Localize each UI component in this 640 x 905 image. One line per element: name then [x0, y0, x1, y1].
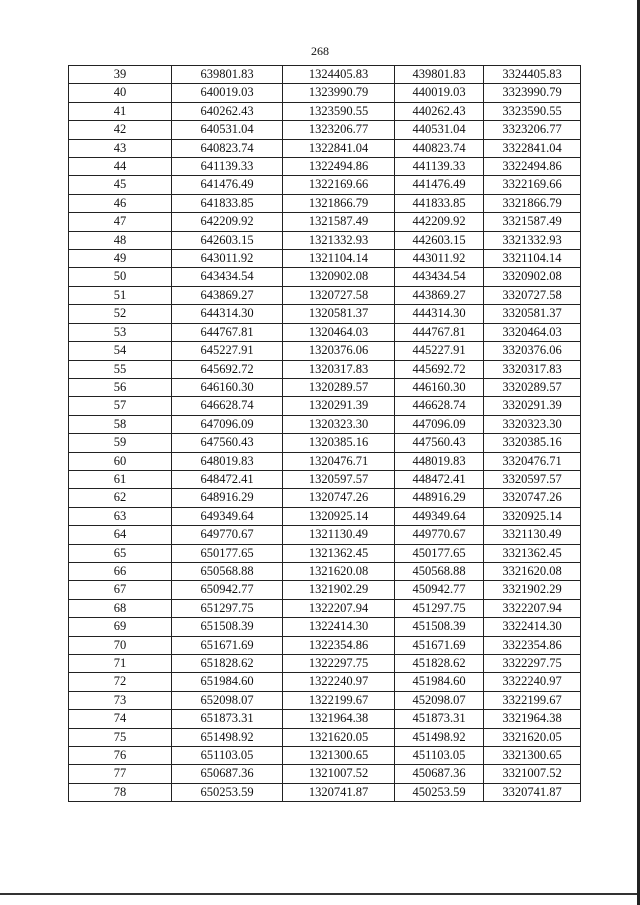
y-offset-coordinate-cell: 3320597.57: [484, 470, 581, 488]
x-coordinate-cell: 648019.83: [172, 452, 283, 470]
table-row: [69, 710, 581, 728]
x-offset-coordinate-cell: 448019.83: [395, 452, 484, 470]
y-coordinate-cell: 1323206.77: [283, 121, 395, 139]
table-row: [69, 121, 581, 139]
x-offset-coordinate-cell: 449770.67: [395, 526, 484, 544]
table-row: [69, 268, 581, 286]
x-offset-coordinate-cell: 451103.05: [395, 747, 484, 765]
y-coordinate-cell: 1320581.37: [283, 305, 395, 323]
x-coordinate-cell: 640823.74: [172, 139, 283, 157]
point-number-cell: 66: [69, 562, 172, 580]
point-number-cell: 52: [69, 305, 172, 323]
table-row: [69, 544, 581, 562]
table-row: [69, 213, 581, 231]
x-offset-coordinate-cell: 440262.43: [395, 102, 484, 120]
x-offset-coordinate-cell: 449349.64: [395, 507, 484, 525]
table-row: [69, 765, 581, 783]
x-coordinate-cell: 651828.62: [172, 655, 283, 673]
y-offset-coordinate-cell: 3324405.83: [484, 66, 581, 84]
x-coordinate-cell: 646628.74: [172, 397, 283, 415]
x-offset-coordinate-cell: 443011.92: [395, 250, 484, 268]
point-number-cell: 53: [69, 323, 172, 341]
table-row: [69, 194, 581, 212]
y-coordinate-cell: 1321587.49: [283, 213, 395, 231]
x-offset-coordinate-cell: 451671.69: [395, 636, 484, 654]
y-coordinate-cell: 1322414.30: [283, 618, 395, 636]
y-offset-coordinate-cell: 3322297.75: [484, 655, 581, 673]
x-coordinate-cell: 650253.59: [172, 783, 283, 801]
table-row: [69, 507, 581, 525]
table-row: [69, 581, 581, 599]
y-coordinate-cell: 1322199.67: [283, 691, 395, 709]
y-coordinate-cell: 1322354.86: [283, 636, 395, 654]
y-coordinate-cell: 1320291.39: [283, 397, 395, 415]
x-coordinate-cell: 647560.43: [172, 434, 283, 452]
x-coordinate-cell: 643869.27: [172, 286, 283, 304]
point-number-cell: 65: [69, 544, 172, 562]
x-offset-coordinate-cell: 450568.88: [395, 562, 484, 580]
y-coordinate-cell: 1321130.49: [283, 526, 395, 544]
table-row: [69, 783, 581, 801]
x-coordinate-cell: 649770.67: [172, 526, 283, 544]
y-offset-coordinate-cell: 3320291.39: [484, 397, 581, 415]
table-row: [69, 231, 581, 249]
point-number-cell: 63: [69, 507, 172, 525]
table-row: [69, 470, 581, 488]
y-offset-coordinate-cell: 3320289.57: [484, 378, 581, 396]
x-coordinate-cell: 645692.72: [172, 360, 283, 378]
y-offset-coordinate-cell: 3321902.29: [484, 581, 581, 599]
y-offset-coordinate-cell: 3322240.97: [484, 673, 581, 691]
x-coordinate-cell: 646160.30: [172, 378, 283, 396]
y-coordinate-cell: 1321620.08: [283, 562, 395, 580]
x-offset-coordinate-cell: 440531.04: [395, 121, 484, 139]
x-offset-coordinate-cell: 450687.36: [395, 765, 484, 783]
y-coordinate-cell: 1322169.66: [283, 176, 395, 194]
point-number-cell: 48: [69, 231, 172, 249]
y-offset-coordinate-cell: 3320376.06: [484, 342, 581, 360]
table-row: [69, 66, 581, 84]
x-offset-coordinate-cell: 446628.74: [395, 397, 484, 415]
y-coordinate-cell: 1320289.57: [283, 378, 395, 396]
point-number-cell: 75: [69, 728, 172, 746]
y-coordinate-cell: 1323590.55: [283, 102, 395, 120]
point-number-cell: 69: [69, 618, 172, 636]
y-coordinate-cell: 1321902.29: [283, 581, 395, 599]
x-offset-coordinate-cell: 444767.81: [395, 323, 484, 341]
table-row: [69, 636, 581, 654]
table-row: [69, 415, 581, 433]
y-coordinate-cell: 1321964.38: [283, 710, 395, 728]
x-offset-coordinate-cell: 451873.31: [395, 710, 484, 728]
y-coordinate-cell: 1320747.26: [283, 489, 395, 507]
y-coordinate-cell: 1320385.16: [283, 434, 395, 452]
table-row: [69, 360, 581, 378]
point-number-cell: 67: [69, 581, 172, 599]
point-number-cell: 51: [69, 286, 172, 304]
y-offset-coordinate-cell: 3323206.77: [484, 121, 581, 139]
y-offset-coordinate-cell: 3320727.58: [484, 286, 581, 304]
point-number-cell: 43: [69, 139, 172, 157]
x-offset-coordinate-cell: 440823.74: [395, 139, 484, 157]
point-number-cell: 74: [69, 710, 172, 728]
x-offset-coordinate-cell: 443869.27: [395, 286, 484, 304]
y-offset-coordinate-cell: 3321620.05: [484, 728, 581, 746]
table-row: [69, 747, 581, 765]
y-coordinate-cell: 1321866.79: [283, 194, 395, 212]
point-number-cell: 76: [69, 747, 172, 765]
point-number-cell: 77: [69, 765, 172, 783]
x-coordinate-cell: 643011.92: [172, 250, 283, 268]
x-coordinate-cell: 652098.07: [172, 691, 283, 709]
point-number-cell: 54: [69, 342, 172, 360]
y-offset-coordinate-cell: 3321866.79: [484, 194, 581, 212]
table-row: [69, 489, 581, 507]
point-number-cell: 72: [69, 673, 172, 691]
table-row: [69, 599, 581, 617]
y-coordinate-cell: 1322841.04: [283, 139, 395, 157]
y-offset-coordinate-cell: 3320476.71: [484, 452, 581, 470]
x-coordinate-cell: 648472.41: [172, 470, 283, 488]
x-coordinate-cell: 644314.30: [172, 305, 283, 323]
scan-border-line: [0, 893, 640, 895]
x-offset-coordinate-cell: 448472.41: [395, 470, 484, 488]
x-coordinate-cell: 644767.81: [172, 323, 283, 341]
table-row: [69, 655, 581, 673]
x-coordinate-cell: 651297.75: [172, 599, 283, 617]
x-coordinate-cell: 648916.29: [172, 489, 283, 507]
y-coordinate-cell: 1320464.03: [283, 323, 395, 341]
y-offset-coordinate-cell: 3320747.26: [484, 489, 581, 507]
table-row: [69, 286, 581, 304]
y-coordinate-cell: 1320727.58: [283, 286, 395, 304]
x-coordinate-cell: 642603.15: [172, 231, 283, 249]
x-coordinate-cell: 650568.88: [172, 562, 283, 580]
page-number: 268: [311, 44, 329, 58]
table-row: [69, 691, 581, 709]
table-row: [69, 158, 581, 176]
y-coordinate-cell: 1321104.14: [283, 250, 395, 268]
y-offset-coordinate-cell: 3322169.66: [484, 176, 581, 194]
table-row: [69, 434, 581, 452]
y-coordinate-cell: 1320376.06: [283, 342, 395, 360]
y-coordinate-cell: 1320476.71: [283, 452, 395, 470]
x-coordinate-cell: 651508.39: [172, 618, 283, 636]
y-offset-coordinate-cell: 3322841.04: [484, 139, 581, 157]
y-offset-coordinate-cell: 3320741.87: [484, 783, 581, 801]
x-coordinate-cell: 640262.43: [172, 102, 283, 120]
y-offset-coordinate-cell: 3321007.52: [484, 765, 581, 783]
point-number-cell: 56: [69, 378, 172, 396]
x-coordinate-cell: 642209.92: [172, 213, 283, 231]
x-coordinate-cell: 645227.91: [172, 342, 283, 360]
x-offset-coordinate-cell: 451297.75: [395, 599, 484, 617]
x-coordinate-cell: 651498.92: [172, 728, 283, 746]
y-coordinate-cell: 1321620.05: [283, 728, 395, 746]
x-coordinate-cell: 640019.03: [172, 84, 283, 102]
y-offset-coordinate-cell: 3320925.14: [484, 507, 581, 525]
point-number-cell: 49: [69, 250, 172, 268]
table-row: [69, 84, 581, 102]
x-offset-coordinate-cell: 442603.15: [395, 231, 484, 249]
table-row: [69, 323, 581, 341]
point-number-cell: 46: [69, 194, 172, 212]
x-offset-coordinate-cell: 439801.83: [395, 66, 484, 84]
y-offset-coordinate-cell: 3321130.49: [484, 526, 581, 544]
x-coordinate-cell: 647096.09: [172, 415, 283, 433]
y-offset-coordinate-cell: 3321362.45: [484, 544, 581, 562]
y-coordinate-cell: 1321362.45: [283, 544, 395, 562]
point-number-cell: 70: [69, 636, 172, 654]
y-offset-coordinate-cell: 3320902.08: [484, 268, 581, 286]
y-offset-coordinate-cell: 3322414.30: [484, 618, 581, 636]
point-number-cell: 61: [69, 470, 172, 488]
table-row: [69, 102, 581, 120]
point-number-cell: 71: [69, 655, 172, 673]
y-coordinate-cell: 1321300.65: [283, 747, 395, 765]
y-coordinate-cell: 1322494.86: [283, 158, 395, 176]
x-coordinate-cell: 650177.65: [172, 544, 283, 562]
x-offset-coordinate-cell: 450253.59: [395, 783, 484, 801]
y-coordinate-cell: 1320597.57: [283, 470, 395, 488]
x-offset-coordinate-cell: 451508.39: [395, 618, 484, 636]
table-row: [69, 526, 581, 544]
point-number-cell: 47: [69, 213, 172, 231]
x-offset-coordinate-cell: 448916.29: [395, 489, 484, 507]
y-coordinate-cell: 1321332.93: [283, 231, 395, 249]
y-coordinate-cell: 1322240.97: [283, 673, 395, 691]
y-offset-coordinate-cell: 3323990.79: [484, 84, 581, 102]
coordinate-table: [68, 65, 581, 802]
point-number-cell: 42: [69, 121, 172, 139]
y-offset-coordinate-cell: 3320317.83: [484, 360, 581, 378]
table-row: [69, 728, 581, 746]
x-coordinate-cell: 651671.69: [172, 636, 283, 654]
y-offset-coordinate-cell: 3323590.55: [484, 102, 581, 120]
x-offset-coordinate-cell: 452098.07: [395, 691, 484, 709]
point-number-cell: 39: [69, 66, 172, 84]
x-coordinate-cell: 641833.85: [172, 194, 283, 212]
y-coordinate-cell: 1323990.79: [283, 84, 395, 102]
x-offset-coordinate-cell: 441476.49: [395, 176, 484, 194]
point-number-cell: 44: [69, 158, 172, 176]
table-row: [69, 618, 581, 636]
x-offset-coordinate-cell: 444314.30: [395, 305, 484, 323]
x-offset-coordinate-cell: 447096.09: [395, 415, 484, 433]
point-number-cell: 58: [69, 415, 172, 433]
y-coordinate-cell: 1320902.08: [283, 268, 395, 286]
y-offset-coordinate-cell: 3320385.16: [484, 434, 581, 452]
x-offset-coordinate-cell: 442209.92: [395, 213, 484, 231]
y-offset-coordinate-cell: 3322494.86: [484, 158, 581, 176]
x-offset-coordinate-cell: 451828.62: [395, 655, 484, 673]
y-offset-coordinate-cell: 3321587.49: [484, 213, 581, 231]
y-offset-coordinate-cell: 3321620.08: [484, 562, 581, 580]
y-offset-coordinate-cell: 3322199.67: [484, 691, 581, 709]
table-row: [69, 378, 581, 396]
x-offset-coordinate-cell: 445692.72: [395, 360, 484, 378]
x-offset-coordinate-cell: 441139.33: [395, 158, 484, 176]
y-coordinate-cell: 1322207.94: [283, 599, 395, 617]
point-number-cell: 45: [69, 176, 172, 194]
x-coordinate-cell: 649349.64: [172, 507, 283, 525]
y-coordinate-cell: 1320741.87: [283, 783, 395, 801]
table-row: [69, 305, 581, 323]
point-number-cell: 50: [69, 268, 172, 286]
x-offset-coordinate-cell: 445227.91: [395, 342, 484, 360]
y-coordinate-cell: 1322297.75: [283, 655, 395, 673]
x-coordinate-cell: 650942.77: [172, 581, 283, 599]
point-number-cell: 68: [69, 599, 172, 617]
table-row: [69, 250, 581, 268]
x-coordinate-cell: 651103.05: [172, 747, 283, 765]
x-offset-coordinate-cell: 451984.60: [395, 673, 484, 691]
x-coordinate-cell: 641476.49: [172, 176, 283, 194]
x-coordinate-cell: 643434.54: [172, 268, 283, 286]
point-number-cell: 62: [69, 489, 172, 507]
point-number-cell: 59: [69, 434, 172, 452]
x-offset-coordinate-cell: 443434.54: [395, 268, 484, 286]
y-coordinate-cell: 1324405.83: [283, 66, 395, 84]
y-offset-coordinate-cell: 3320581.37: [484, 305, 581, 323]
y-offset-coordinate-cell: 3320464.03: [484, 323, 581, 341]
point-number-cell: 64: [69, 526, 172, 544]
table-row: [69, 342, 581, 360]
point-number-cell: 60: [69, 452, 172, 470]
table-row: [69, 176, 581, 194]
point-number-cell: 78: [69, 783, 172, 801]
x-coordinate-cell: 641139.33: [172, 158, 283, 176]
y-offset-coordinate-cell: 3321332.93: [484, 231, 581, 249]
x-offset-coordinate-cell: 440019.03: [395, 84, 484, 102]
x-offset-coordinate-cell: 450177.65: [395, 544, 484, 562]
table-row: [69, 452, 581, 470]
x-coordinate-cell: 640531.04: [172, 121, 283, 139]
y-offset-coordinate-cell: 3320323.30: [484, 415, 581, 433]
point-number-cell: 40: [69, 84, 172, 102]
y-offset-coordinate-cell: 3321964.38: [484, 710, 581, 728]
table-row: [69, 673, 581, 691]
table-row: [69, 397, 581, 415]
y-coordinate-cell: 1320323.30: [283, 415, 395, 433]
y-offset-coordinate-cell: 3322354.86: [484, 636, 581, 654]
y-offset-coordinate-cell: 3322207.94: [484, 599, 581, 617]
x-offset-coordinate-cell: 450942.77: [395, 581, 484, 599]
x-coordinate-cell: 639801.83: [172, 66, 283, 84]
x-offset-coordinate-cell: 447560.43: [395, 434, 484, 452]
point-number-cell: 55: [69, 360, 172, 378]
x-offset-coordinate-cell: 441833.85: [395, 194, 484, 212]
coordinate-table-body: [69, 66, 581, 802]
y-coordinate-cell: 1320317.83: [283, 360, 395, 378]
table-row: [69, 139, 581, 157]
y-coordinate-cell: 1320925.14: [283, 507, 395, 525]
y-coordinate-cell: 1321007.52: [283, 765, 395, 783]
y-offset-coordinate-cell: 3321104.14: [484, 250, 581, 268]
point-number-cell: 57: [69, 397, 172, 415]
point-number-cell: 73: [69, 691, 172, 709]
x-coordinate-cell: 650687.36: [172, 765, 283, 783]
x-coordinate-cell: 651984.60: [172, 673, 283, 691]
x-offset-coordinate-cell: 446160.30: [395, 378, 484, 396]
x-coordinate-cell: 651873.31: [172, 710, 283, 728]
point-number-cell: 41: [69, 102, 172, 120]
x-offset-coordinate-cell: 451498.92: [395, 728, 484, 746]
y-offset-coordinate-cell: 3321300.65: [484, 747, 581, 765]
table-row: [69, 562, 581, 580]
